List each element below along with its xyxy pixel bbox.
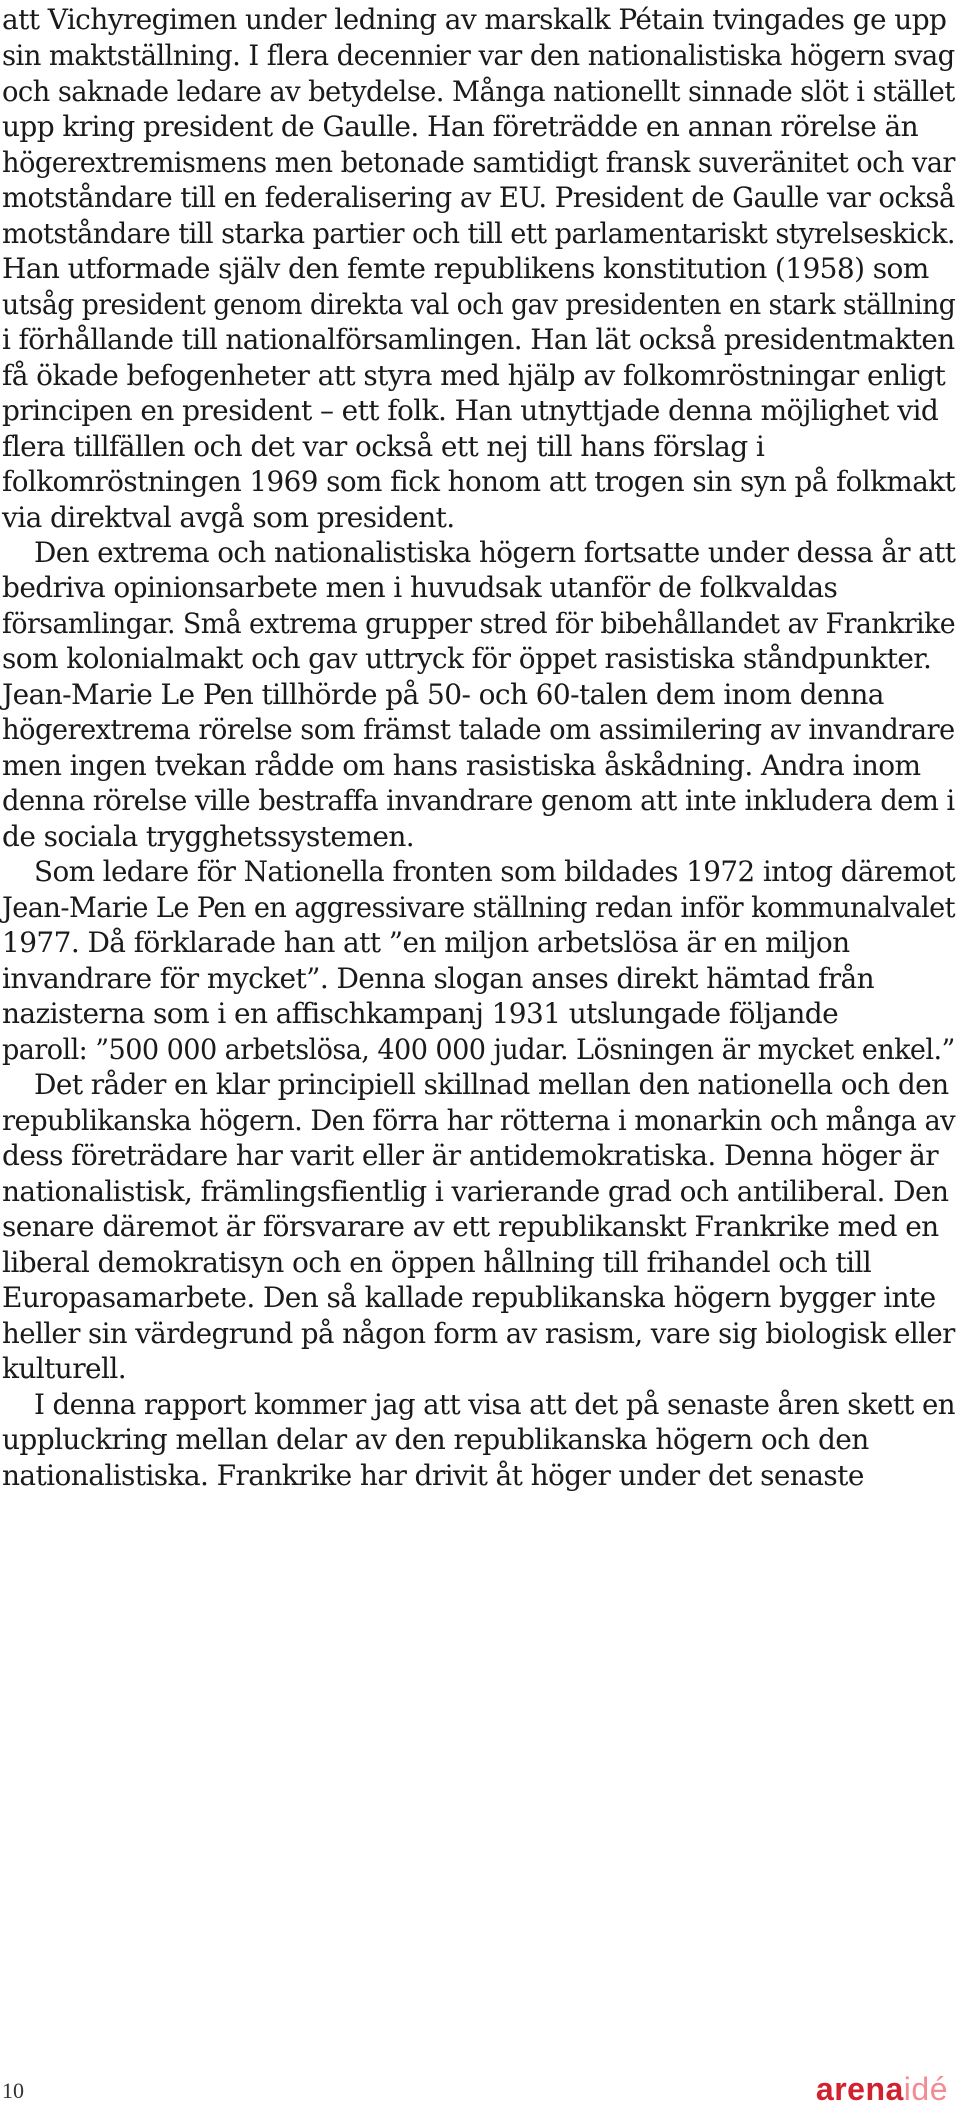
text-line: I denna rapport kommer jag att visa att det på senaste åren skett en (34, 1388, 955, 1421)
text-line: bedriva opinionsarbete men i huvudsak utanför de folkvaldas (2, 571, 838, 604)
text-line: motståndare till en federalisering av EU. President de Gaulle var också (2, 181, 955, 214)
text-line: Jean-Marie Le Pen tillhörde på 50- och 60-talen dem inom denna (2, 678, 884, 711)
text-line: Den extrema och nationalistiska högern fortsatte under dessa år att (34, 536, 956, 569)
text-line: principen en president – ett folk. Han utnyttjade denna möjlighet vid (2, 394, 939, 427)
text-line: uppluckring mellan delar av den republikanska högern och den (2, 1423, 869, 1456)
text-line: paroll: ”500 000 arbetslösa, 400 000 judar. Lösningen är mycket enkel.” (2, 1033, 955, 1066)
text-line: som kolonialmakt och gav uttryck för öppet rasistiska ståndpunkter. (2, 642, 932, 675)
text-line: flera tillfällen och det var också ett nej till hans förslag i (2, 430, 765, 463)
text-line: sin maktställning. I flera decennier var den nationalistiska högern svag (2, 39, 955, 72)
text-line: Jean-Marie Le Pen en aggressivare ställning redan inför kommunalvalet (2, 891, 956, 924)
text-line: invandrare för mycket”. Denna slogan anses direkt hämtad från (2, 962, 875, 995)
text-line: denna rörelse ville bestraffa invandrare genom att inte inkludera dem i (2, 784, 955, 817)
text-line: i förhållande till nationalförsamlingen. Han lät också presidentmakten (2, 323, 955, 356)
text-line: högerextrema rörelse som främst talade om assimilering av invandrare (2, 713, 955, 746)
text-line: upp kring president de Gaulle. Han företrädde en annan rörelse än (2, 110, 919, 143)
text-line: nationalistiska. Frankrike har drivit åt höger under det senaste (2, 1459, 864, 1492)
text-line: Det råder en klar principiell skillnad mellan den nationella och den (34, 1068, 949, 1101)
text-line: motståndare till starka partier och till ett parlamentariskt styrelseskick. (2, 217, 955, 250)
text-line: via direktval avgå som president. (2, 501, 455, 534)
text-line: högerextremismens men betonade samtidigt fransk suveränitet och var (2, 146, 955, 179)
page-number: 10 (2, 2078, 24, 2103)
text-line: få ökade befogenheter att styra med hjälp av folkomröstningar enligt (2, 359, 946, 392)
text-line: dess företrädare har varit eller är antidemokratiska. Denna höger är (2, 1139, 938, 1172)
text-line: och saknade ledare av betydelse. Många nationellt sinnade slöt i stället (2, 75, 955, 108)
text-line: nazisterna som i en affischkampanj 1931 utslungade följande (2, 997, 839, 1030)
text-line: Som ledare för Nationella fronten som bildades 1972 intog däremot (34, 855, 955, 888)
text-line: heller sin värdegrund på någon form av rasism, vare sig biologisk eller (2, 1317, 955, 1350)
text-line: senare däremot är försvarare av ett republikanskt Frankrike med en (2, 1210, 939, 1243)
text-line: utsåg president genom direkta val och gav presidenten en stark ställning (2, 288, 956, 321)
text-line: de sociala trygghetssystemen. (2, 820, 415, 853)
text-line: Han utformade själv den femte republikens konstitution (1958) som (2, 252, 929, 285)
logo-text-arena: arena (815, 2071, 904, 2107)
publisher-logo (816, 2071, 948, 2108)
text-line: folkomröstningen 1969 som fick honom att trogen sin syn på folkmakt (2, 465, 956, 498)
text-line: kulturell. (2, 1352, 127, 1385)
logo-text-ide: idé (903, 2071, 948, 2107)
text-line: liberal demokratisyn och en öppen hållning till frihandel och till (2, 1246, 872, 1279)
text-line: 1977. Då förklarade han att ”en miljon arbetslösa är en miljon (2, 926, 850, 959)
text-line: nationalistisk, främlingsfientlig i varierande grad och antiliberal. Den (2, 1175, 949, 1208)
text-line: församlingar. Små extrema grupper stred för bibehållandet av Frankrike (2, 607, 956, 640)
text-line: republikanska högern. Den förra har rötterna i monarkin och många av (2, 1104, 956, 1137)
text-line: Europasamarbete. Den så kallade republikanska högern bygger inte (2, 1281, 936, 1314)
text-line: att Vichyregimen under ledning av marskalk Pétain tvingades ge upp (2, 3, 947, 36)
text-line: men ingen tvekan rådde om hans rasistiska åskådning. Andra inom (2, 749, 921, 782)
